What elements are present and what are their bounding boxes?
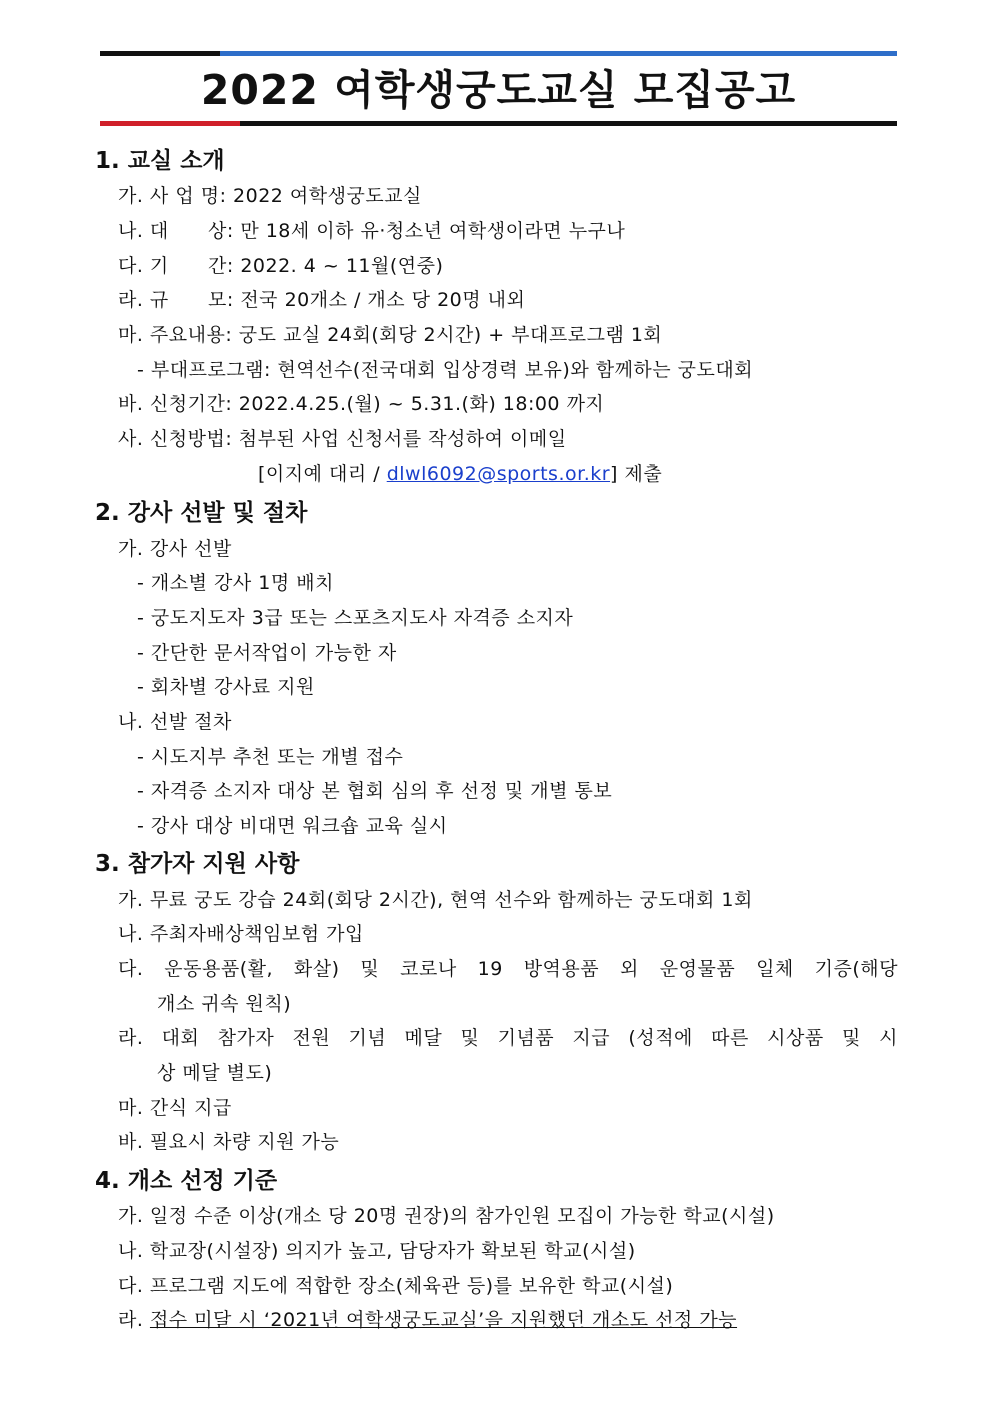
s1-item-g-contact	[258, 459, 662, 486]
s2-item-a1: - 개소별 강사 1명 배치	[137, 572, 334, 594]
s4-item-d-underlined: 접수 미달 시 ‘2021년 여학생궁도교실’을 지원했던 개소도 선정 가능	[149, 1309, 738, 1331]
s2-item-a4: - 회차별 강사료 지원	[137, 676, 315, 698]
section-1-heading: 1. 교실 소개	[95, 148, 225, 174]
section-3-heading: 3. 참가자 지원 사항	[95, 851, 300, 877]
s2-item-b2: - 자격증 소지자 대상 본 협회 심의 후 선정 및 개별 통보	[137, 780, 613, 802]
page-title: 2022 여학생궁도교실 모집공고	[200, 66, 797, 114]
s4-item-c: 다. 프로그램 지도에 적합한 장소(체육관 등)를 보유한 학교(시설)	[118, 1275, 674, 1297]
s3-item-e: 마. 간식 지급	[118, 1097, 232, 1119]
contact-email-link[interactable]: dlwl6092@sports.or.kr	[386, 463, 611, 485]
section-4-heading: 4. 개소 선정 기준	[95, 1168, 278, 1194]
s4-item-d-prefix: 라.	[118, 1309, 150, 1331]
s2-item-b: 나. 선발 절차	[118, 711, 232, 733]
contact-prefix: [이지예 대리 /	[258, 463, 387, 485]
s1-item-a: 가. 사 업 명: 2022 여학생궁도교실	[118, 185, 422, 207]
s3-item-b: 나. 주최자배상책임보험 가입	[118, 923, 364, 945]
s1-item-e-sub: - 부대프로그램: 현역선수(전국대회 입상경력 보유)와 함께하는 궁도대회	[137, 359, 754, 381]
s3-item-c-line1: 다. 운동용품(활, 화살) 및 코로나 19 방역용품 외 운영물품 일체 기증(해당	[118, 958, 898, 980]
s1-item-b: 나. 대 상: 만 18세 이하 유·청소년 여학생이라면 누구나	[118, 220, 626, 242]
s3-item-d-line2: 상 메달 별도)	[157, 1062, 273, 1084]
s2-item-b3: - 강사 대상 비대면 워크숍 교육 실시	[137, 815, 448, 837]
contact-suffix: ] 제출	[610, 463, 663, 485]
s3-item-d-line1: 라. 대회 참가자 전원 기념 메달 및 기념품 지급 (성적에 따른 시상품 및 시	[118, 1027, 898, 1049]
s2-item-a: 가. 강사 선발	[118, 538, 232, 560]
title-top-rule	[100, 51, 897, 56]
s1-item-e: 마. 주요내용: 궁도 교실 24회(회당 2시간) + 부대프로그램 1회	[118, 324, 663, 346]
s1-item-f: 바. 신청기간: 2022.4.25.(월) ~ 5.31.(화) 18:00 까지	[118, 393, 605, 415]
section-2-heading: 2. 강사 선발 및 절차	[95, 500, 308, 526]
s4-item-a: 가. 일정 수준 이상(개소 당 20명 권장)의 참가인원 모집이 가능한 학교(시설)	[118, 1205, 775, 1227]
s1-item-g: 사. 신청방법: 첨부된 사업 신청서를 작성하여 이메일	[118, 428, 567, 450]
s2-item-b1: - 시도지부 추천 또는 개별 접수	[137, 746, 404, 768]
title-bottom-rule	[100, 121, 897, 126]
s3-item-a: 가. 무료 궁도 강습 24회(회당 2시간), 현역 선수와 함께하는 궁도대회 1회	[118, 889, 753, 911]
s1-item-c: 다. 기 간: 2022. 4 ~ 11월(연중)	[118, 255, 444, 277]
s3-item-c-line2: 개소 귀속 원칙)	[157, 993, 292, 1015]
s1-item-d: 라. 규 모: 전국 20개소 / 개소 당 20명 내외	[118, 289, 526, 311]
s2-item-a2: - 궁도지도자 3급 또는 스포츠지도사 자격증 소지자	[137, 607, 574, 629]
s4-item-d	[118, 1305, 737, 1332]
s4-item-b: 나. 학교장(시설장) 의지가 높고, 담당자가 확보된 학교(시설)	[118, 1240, 636, 1262]
s3-item-f: 바. 필요시 차량 지원 가능	[118, 1131, 340, 1153]
s2-item-a3: - 간단한 문서작업이 가능한 자	[137, 642, 397, 664]
